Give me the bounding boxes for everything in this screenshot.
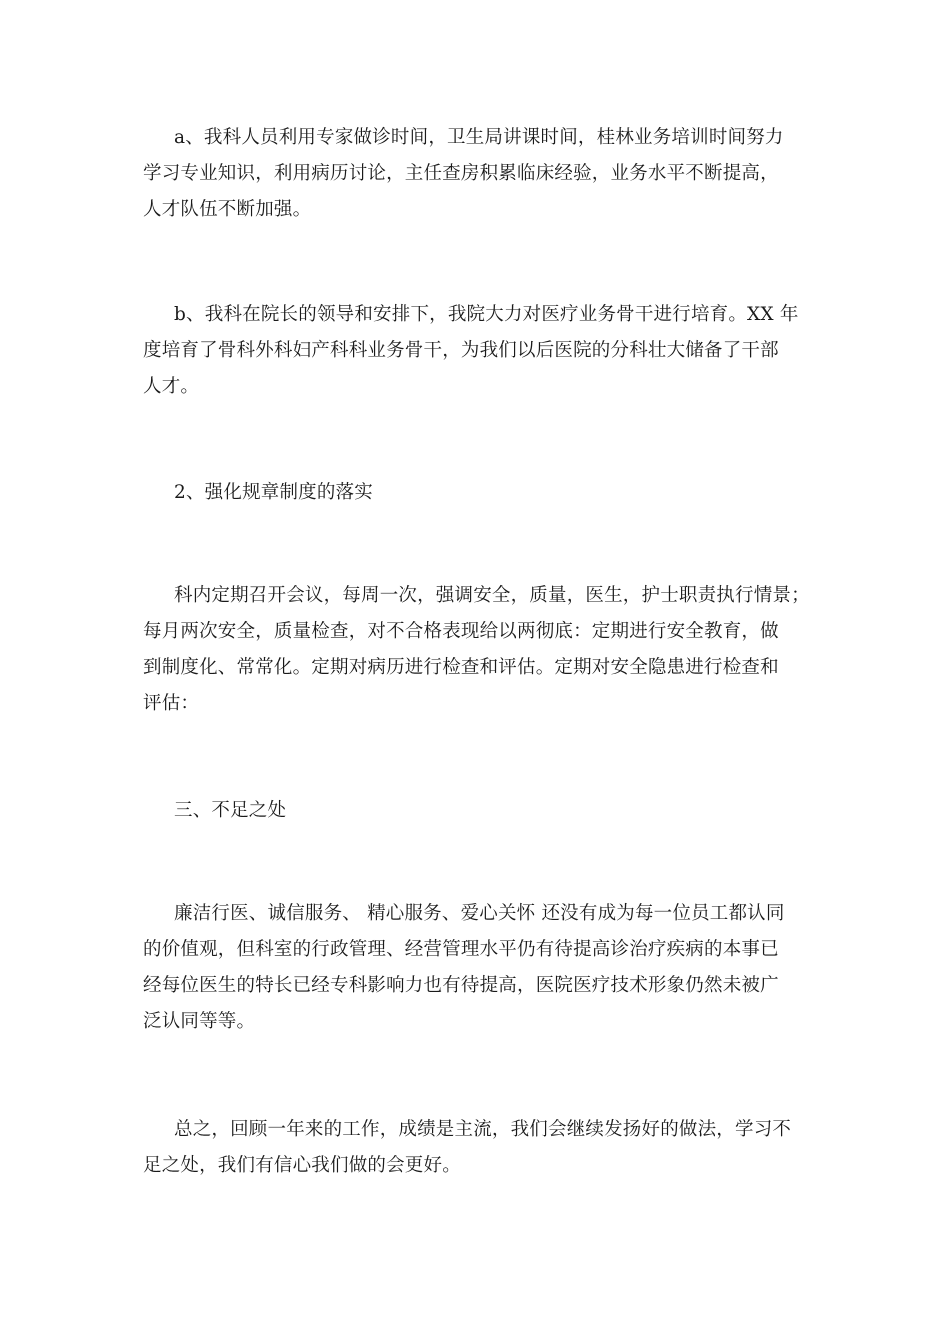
heading-line: 三、不足之处 — [174, 800, 287, 821]
text-line: 科内定期召开会议，每周一次，强调安全，质量，医生，护士职责执行情景； — [174, 585, 810, 606]
text-line: b、我科在院长的领导和安排下，我院大力对医疗业务骨干进行培育。XX 年 — [174, 304, 799, 325]
section-heading-shortcomings — [143, 793, 808, 829]
text-line: 的价值观，但科室的行政管理、经营管理水平仍有待提高诊治疗疾病的本事已 — [143, 939, 779, 960]
text-line: 人才队伍不断加强。 — [143, 199, 312, 220]
section-heading-regulations — [143, 475, 808, 511]
text-line: 到制度化、常常化。定期对病历进行检查和评估。定期对安全隐患进行检查和 — [143, 657, 779, 678]
paragraph-regulations — [143, 578, 808, 722]
text-line: a、我科人员利用专家做诊时间，卫生局讲课时间，桂林业务培训时间努力 — [174, 127, 784, 148]
text-line: 人才。 — [143, 376, 200, 397]
text-line: 度培育了骨科外科妇产科科业务骨干，为我们以后医院的分科壮大储备了干部 — [143, 340, 779, 361]
text-line: 经每位医生的特长已经专科影响力也有待提高，医院医疗技术形象仍然未被广 — [143, 975, 779, 996]
paragraph-training-b — [143, 297, 808, 405]
text-line: 足之处，我们有信心我们做的会更好。 — [143, 1155, 461, 1176]
paragraph-shortcomings — [143, 896, 808, 1040]
paragraph-conclusion — [143, 1112, 808, 1184]
text-line: 评估： — [143, 693, 200, 714]
text-line: 总之，回顾一年来的工作，成绩是主流，我们会继续发扬好的做法，学习不 — [174, 1119, 792, 1140]
text-line: 泛认同等等。 — [143, 1011, 256, 1032]
text-line: 学习专业知识，利用病历讨论，主任查房积累临床经验，业务水平不断提高， — [143, 163, 779, 184]
text-line: 每月两次安全，质量检查，对不合格表现给以两彻底：定期进行安全教育，做 — [143, 621, 779, 642]
heading-line: 2、强化规章制度的落实 — [174, 482, 373, 503]
paragraph-training-a — [143, 120, 808, 228]
text-line: 廉洁行医、诚信服务、 精心服务、爱心关怀 还没有成为每一位员工都认同 — [174, 903, 785, 924]
